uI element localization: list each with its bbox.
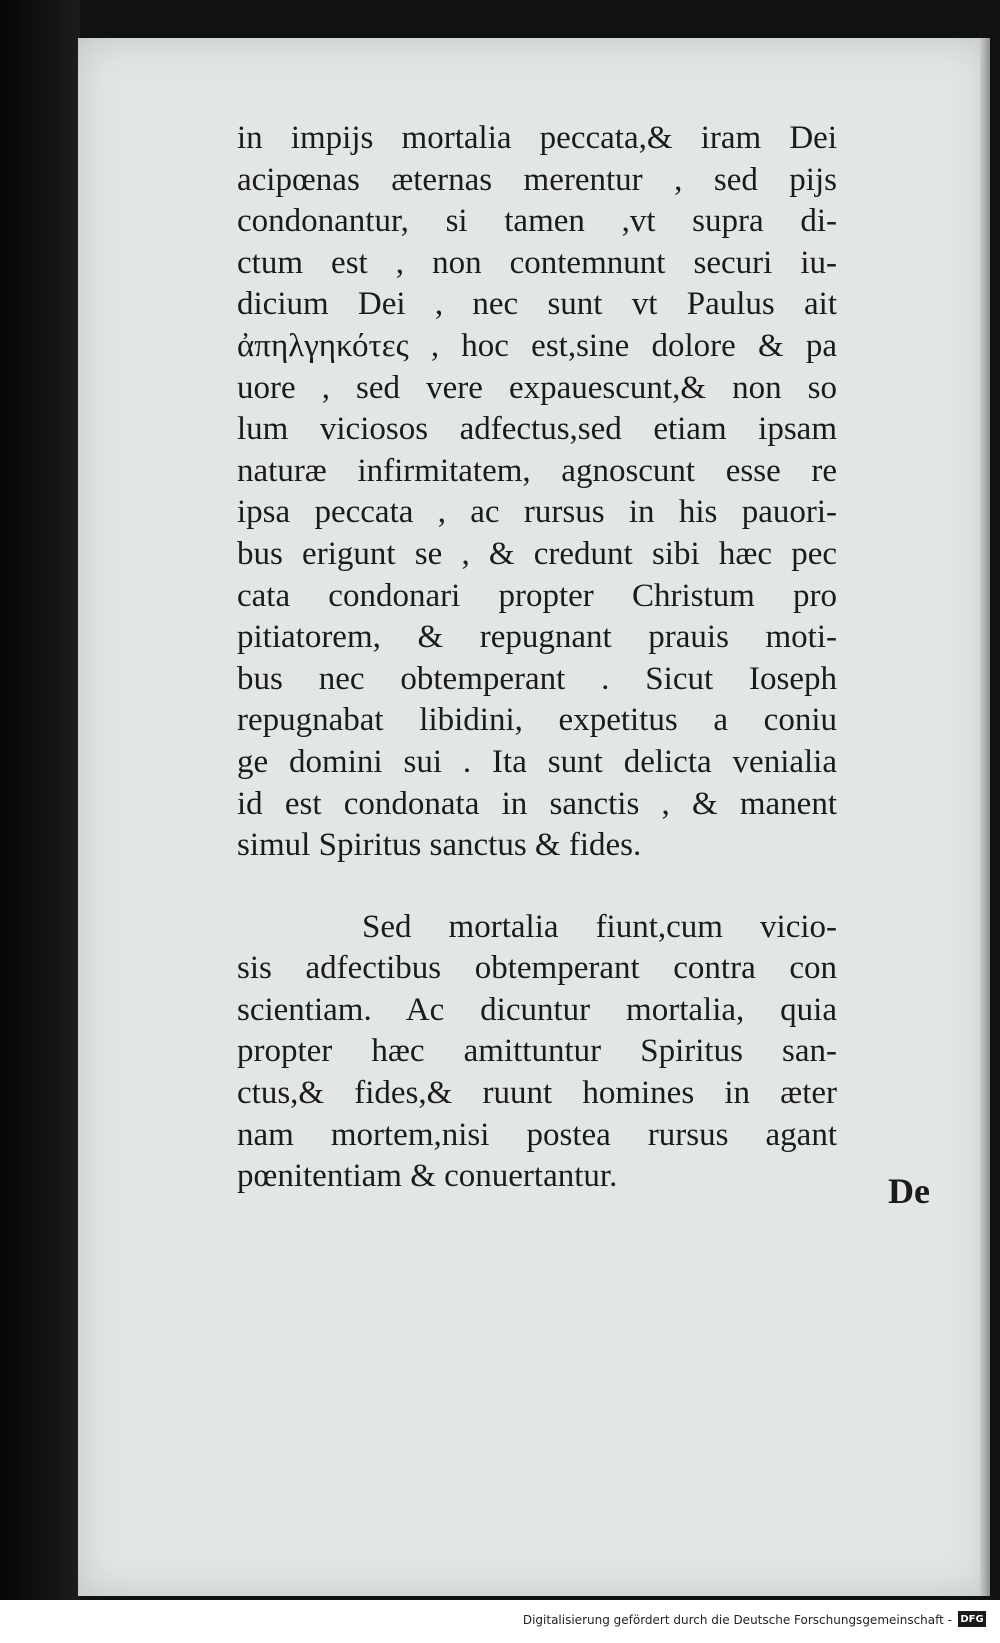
funding-credit: Digitalisierung gefördert durch die Deutsche Forschungsgemeinschaft -: [522, 1613, 952, 1627]
text-line: bus erigunt se , & credunt sibi hæc pec: [237, 535, 837, 572]
dfg-logo-icon: DFG: [958, 1611, 986, 1627]
paragraph-2: [237, 907, 837, 1198]
text-line: cata condonari propter Christum pro: [237, 577, 837, 614]
text-line: ctus,& fides,& ruunt homines in æter: [237, 1075, 837, 1112]
text-line: ctum est , non contemnunt securi iu-: [237, 244, 837, 281]
text-line: sis adfectibus obtemperant contra con: [237, 950, 837, 987]
text-line: ipsa peccata , ac rursus in his pauori-: [237, 494, 837, 531]
text-line: ge domini sui . Ita sunt delicta venialia: [237, 743, 837, 780]
text-line: uore , sed vere expauescunt,& non so: [237, 369, 837, 406]
paragraph-1: [237, 118, 837, 867]
text-line: ἀπηλγηκότες , hoc est,sine dolore & pa: [237, 327, 837, 364]
text-line: lum viciosos adfectus,sed etiam ipsam: [237, 411, 837, 448]
text-line: dicium Dei , nec sunt vt Paulus ait: [237, 286, 837, 323]
page-edge: [980, 38, 990, 1596]
text-line: id est condonata in sanctis , & manent: [237, 785, 837, 822]
text-line: acipœnas æternas merentur , sed pijs: [237, 161, 837, 198]
text-line: bus nec obtemperant . Sicut Ioseph: [237, 660, 837, 697]
text-line: condonantur, si tamen ,vt supra di-: [237, 203, 837, 240]
text-line: pœnitentiam & conuertantur.: [237, 1158, 618, 1195]
text-line: in impijs mortalia peccata,& iram Dei: [237, 120, 837, 156]
page-text: [237, 118, 837, 1198]
text-line: Sed mortalia fiunt,cum vicio-: [362, 908, 837, 945]
text-line: nam mortem,nisi postea rursus agant: [237, 1116, 837, 1153]
text-line: propter hæc amittuntur Spiritus san-: [237, 1033, 837, 1070]
footer-bar: [0, 1600, 1000, 1643]
text-line: repugnabat libidini, expetitus a coniu: [237, 702, 837, 739]
book-spine-shadow: [0, 0, 80, 1600]
text-line: pitiatorem, & repugnant prauis moti-: [237, 619, 837, 656]
text-line: naturæ infirmitatem, agnoscunt esse re: [237, 452, 837, 489]
text-line: simul Spiritus sanctus & fides.: [237, 827, 642, 864]
text-line: scientiam. Ac dicuntur mortalia, quia: [237, 991, 837, 1028]
catchword: De: [888, 1171, 930, 1211]
